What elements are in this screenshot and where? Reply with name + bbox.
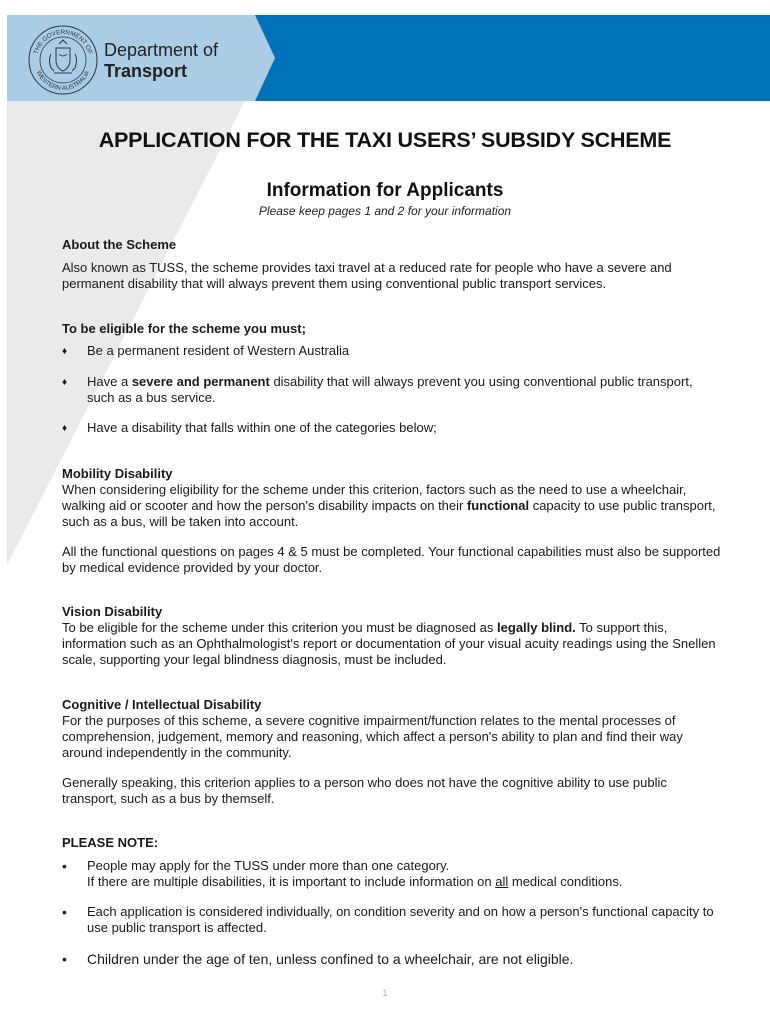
vision-heading: Vision Disability [62, 604, 163, 619]
note-item-3: • Children under the age of ten, unless confined to a wheelchair, are not eligible. [62, 951, 574, 967]
svg-text:THE GOVERNMENT OF: THE GOVERNMENT OF [32, 28, 94, 56]
diamond-bullet-icon: ♦ [62, 377, 68, 388]
keep-pages-note: Please keep pages 1 and 2 for your information [258, 204, 512, 218]
please-note-heading: PLEASE NOTE: [62, 835, 159, 850]
vision-body: To be eligible for the scheme under this criterion you must be diagnosed as legally blind. To support this, information such as an Ophthalmologist's report or documentation of your visual acuity readings using the Snellen scale, supporting your legal blindness diagnosis, must be included. [62, 620, 716, 667]
mobility-heading: Mobility Disability [62, 466, 173, 481]
document-title: APPLICATION FOR THE TAXI USERS’ SUBSIDY SCHEME [98, 128, 672, 152]
dept-line2: Transport [104, 61, 188, 81]
document-subtitle: Information for Applicants [266, 180, 504, 201]
about-heading: About the Scheme [62, 237, 177, 252]
note-item-1: • People may apply for the TUSS under more than one category. If there are multiple disabilities, it is important to include information on all medical conditions. [62, 858, 623, 889]
dept-line1: Department of [104, 40, 219, 60]
diamond-bullet-icon: ♦ [62, 423, 68, 434]
vision-section [62, 604, 722, 668]
note-item-2: • Each application is considered individually, on condition severity and on how a person's functional capacity to use public transport is affected. [62, 904, 714, 935]
cognitive-body-2: Generally speaking, this criterion applies to a person who does not have the cognitive ability to use public transport, such as a bus by themself. [62, 775, 667, 806]
cognitive-body: For the purposes of this scheme, a severe cognitive impairment/function relates to the mental processes of comprehension, judgement, memory and reasoning, which affect a person's ability to plan and find their way around independently in the community. [62, 713, 683, 760]
cognitive-heading: Cognitive / Intellectual Disability [62, 697, 262, 712]
mobility-body-2: All the functional questions on pages 4 & 5 must be completed. Your functional capabilities must also be supported by medical evidence provided by your doctor. [62, 544, 721, 575]
eligible-heading: To be eligible for the scheme you must; [62, 321, 306, 336]
eligible-item-3: ♦ Have a disability that falls within one of the categories below; [62, 420, 437, 435]
bullet-dot-icon: • [62, 904, 67, 920]
about-section [62, 237, 722, 292]
eligible-item-1: ♦ Be a permanent resident of Western Australia [62, 343, 350, 358]
page-number: 1 [382, 988, 388, 998]
wa-government-crest-icon [27, 24, 99, 96]
department-logo-text [104, 40, 218, 82]
svg-text:WESTERN AUSTRALIA: WESTERN AUSTRALIA [34, 69, 92, 93]
about-body: Also known as TUSS, the scheme provides taxi travel at a reduced rate for people who have a severe and permanent disability that will always prevent them using conventional public transport services. [62, 260, 672, 291]
bullet-dot-icon: • [62, 951, 67, 967]
bullet-dot-icon: • [62, 858, 67, 874]
diamond-bullet-icon: ♦ [62, 346, 68, 357]
mobility-body: When considering eligibility for the scheme under this criterion, factors such as the need to use a wheelchair, walking aid or scooter and how the person's disability impacts on their functional capacity to use public transport, such as a bus, will be taken into account. [62, 482, 716, 529]
cognitive-section [62, 697, 722, 807]
mobility-section [62, 466, 722, 576]
eligible-item-2: ♦ Have a severe and permanent disability that will always prevent you using conventional public transport, such as a bus service. [62, 374, 693, 405]
